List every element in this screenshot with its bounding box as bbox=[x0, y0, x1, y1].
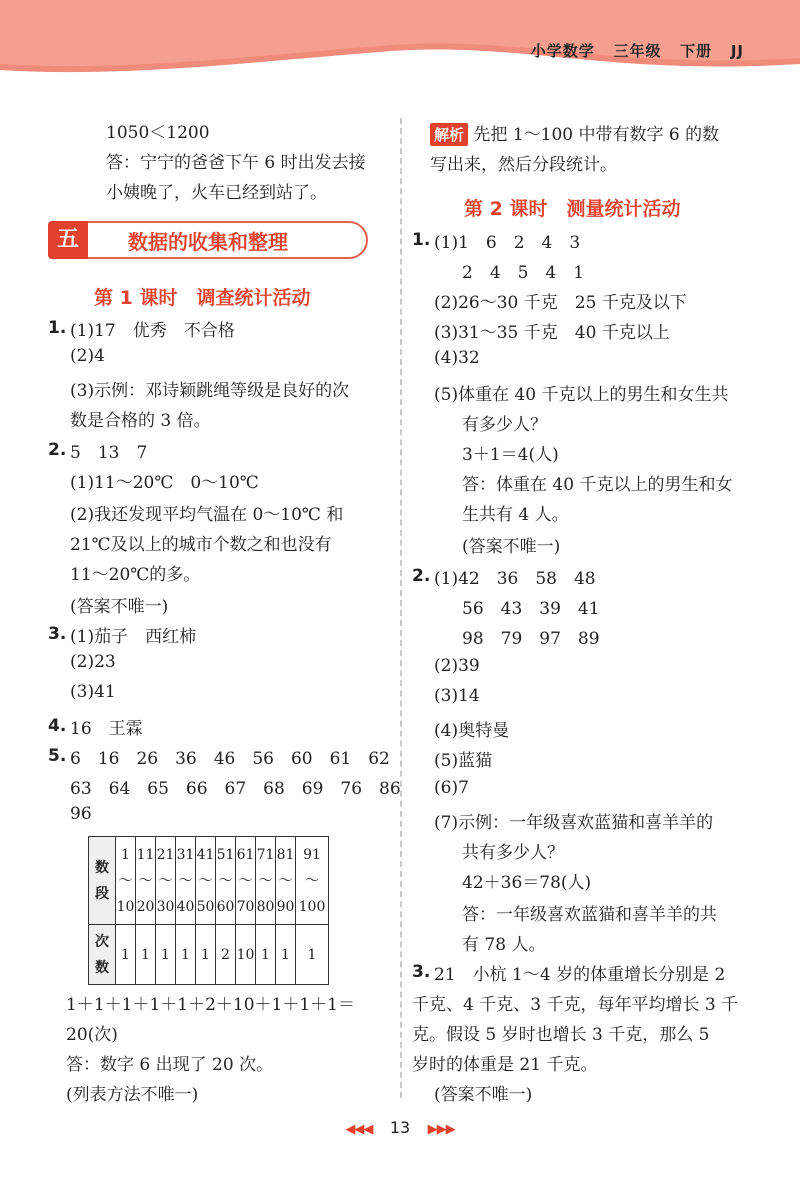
header-edition: JJ bbox=[730, 42, 744, 60]
q5-line-2: 63 64 65 66 67 68 69 76 86 bbox=[70, 779, 401, 799]
q2-line-6: (答案不唯一) bbox=[70, 597, 169, 617]
left-top-line-1: 1050＜1200 bbox=[106, 123, 210, 143]
lesson-1-title: 第 1 课时 调查统计活动 bbox=[94, 287, 311, 309]
table-cell: 11 ～ 20 bbox=[136, 837, 156, 925]
r-q3-line-4: 岁时的体重是 21 千克。 bbox=[412, 1055, 598, 1075]
q2-line-1: 5 13 7 bbox=[70, 443, 148, 463]
header-info bbox=[531, 40, 744, 61]
table-header-segment: 数 段 bbox=[89, 837, 116, 925]
q1-line-4: 数是合格的 3 倍。 bbox=[70, 411, 211, 431]
table-cell: 10 bbox=[236, 925, 256, 985]
table-cell: 21 ～ 30 bbox=[156, 837, 176, 925]
r-q1-line-8: 3＋1＝4(人) bbox=[462, 445, 559, 465]
r-q1-line-4: (3)31～35 千克 40 千克以上 bbox=[434, 323, 670, 343]
table-cell: 61 ～ 70 bbox=[236, 837, 256, 925]
left-arrows-icon: ◀◀◀ bbox=[345, 1122, 373, 1137]
r-q3-line-3: 克。假设 5 岁时也增长 3 千克，那么 5 bbox=[412, 1025, 710, 1045]
r-q2-line-1: (1)42 36 58 48 bbox=[434, 569, 596, 589]
table-row bbox=[89, 837, 329, 925]
r-q2-line-12: 答：一年级喜欢蓝猫和喜羊羊的共 bbox=[462, 905, 717, 925]
analysis-line-2: 写出来，然后分段统计。 bbox=[430, 155, 617, 175]
r-q1-line-9: 答：体重在 40 千克以上的男生和女 bbox=[462, 475, 733, 495]
r-q1-line-5: (4)32 bbox=[434, 348, 480, 368]
r-q2-line-13: 有 78 人。 bbox=[462, 935, 546, 955]
analysis-label: 解析 bbox=[430, 123, 468, 146]
analysis-line-1 bbox=[430, 120, 719, 146]
r-q3-line-2: 千克、4 千克、3 千克，每年平均增长 3 千 bbox=[412, 995, 739, 1015]
unit-number: 五 bbox=[48, 221, 88, 259]
r-q2-line-2: 56 43 39 41 bbox=[462, 599, 600, 619]
r-q1-line-6: (5)体重在 40 千克以上的男生和女生共 bbox=[434, 385, 729, 405]
r-q2-line-10: 共有多少人？ bbox=[462, 843, 564, 863]
r-q2-line-5: (3)14 bbox=[434, 686, 480, 706]
r-q3-line-1: 21 小杭 1～4 岁的体重增长分别是 2 bbox=[434, 965, 726, 985]
left-bottom-line-3: 答：数字 6 出现了 20 次。 bbox=[66, 1055, 274, 1075]
q3-line-1: (1)茄子 西红柿 bbox=[70, 627, 197, 647]
left-bottom-line-1: 1＋1＋1＋1＋1＋2＋10＋1＋1＋1＝ bbox=[66, 995, 355, 1015]
r-q2-line-7: (5)蓝猫 bbox=[434, 751, 493, 771]
r-q2-line-8: (6)7 bbox=[434, 778, 469, 798]
q3-line-2: (2)23 bbox=[70, 652, 116, 672]
r-q1-line-3: (2)26～30 千克 25 千克及以下 bbox=[434, 293, 687, 313]
table-cell: 1 bbox=[176, 925, 196, 985]
table-cell: 1 bbox=[196, 925, 216, 985]
q5-line-1: 6 16 26 36 46 56 60 61 62 bbox=[70, 749, 390, 769]
q1-number: 1. bbox=[48, 318, 67, 338]
left-top-line-3: 小姨晚了，火车已经到站了。 bbox=[106, 183, 327, 203]
q1-line-2: (2)4 bbox=[70, 346, 105, 366]
table-cell: 1 bbox=[116, 925, 136, 985]
q3-number: 3. bbox=[48, 624, 67, 644]
table-header-count: 次 数 bbox=[89, 925, 116, 985]
table-cell: 1 bbox=[136, 925, 156, 985]
right-arrows-icon: ▶▶▶ bbox=[427, 1122, 455, 1137]
table-cell: 1 bbox=[256, 925, 276, 985]
r-q2-line-4: (2)39 bbox=[434, 656, 480, 676]
q5-line-3: 96 bbox=[70, 804, 92, 824]
r-q3-number: 3. bbox=[412, 962, 431, 982]
table-cell: 51 ～ 60 bbox=[216, 837, 236, 925]
r-q1-line-10: 生共有 4 人。 bbox=[462, 505, 569, 525]
page-footer bbox=[0, 1118, 800, 1138]
table-cell: 2 bbox=[216, 925, 236, 985]
q4-number: 4. bbox=[48, 716, 67, 736]
r-q1-line-7: 有多少人？ bbox=[462, 415, 547, 435]
header-term: 下册 bbox=[680, 42, 713, 60]
r-q2-line-9: (7)示例：一年级喜欢蓝猫和喜羊羊的 bbox=[434, 813, 714, 833]
table-cell: 81 ～ 90 bbox=[276, 837, 296, 925]
r-q3-line-5: (答案不唯一) bbox=[434, 1085, 533, 1105]
page-number: 13 bbox=[389, 1118, 411, 1137]
header-grade: 三年级 bbox=[613, 42, 662, 60]
q2-number: 2. bbox=[48, 440, 67, 460]
table-row bbox=[89, 925, 329, 985]
q1-line-3: (3)示例：邓诗颖跳绳等级是良好的次 bbox=[70, 381, 350, 401]
q1-line-1: (1)17 优秀 不合格 bbox=[70, 321, 235, 341]
header-subject: 小学数学 bbox=[530, 42, 595, 60]
left-top-line-2: 答：宁宁的爸爸下午 6 时出发去接 bbox=[106, 153, 366, 173]
r-q1-line-1: (1)1 6 2 4 3 bbox=[434, 233, 581, 253]
analysis-text-1: 先把 1～100 中带有数字 6 的数 bbox=[473, 125, 720, 145]
table-cell: 31 ～ 40 bbox=[176, 837, 196, 925]
q5-number: 5. bbox=[48, 746, 67, 766]
r-q1-number: 1. bbox=[412, 230, 431, 250]
table-cell: 91 ～ 100 bbox=[296, 837, 329, 925]
table-cell: 1 ～ 10 bbox=[116, 837, 136, 925]
q2-line-3: (2)我还发现平均气温在 0～10℃ 和 bbox=[70, 505, 344, 525]
table-cell: 1 bbox=[156, 925, 176, 985]
column-divider bbox=[400, 118, 402, 1098]
lesson-2-title: 第 2 课时 测量统计活动 bbox=[464, 198, 681, 220]
unit-title: 数据的收集和整理 bbox=[128, 230, 288, 254]
r-q2-number: 2. bbox=[412, 566, 431, 586]
frequency-table bbox=[88, 836, 329, 985]
r-q2-line-11: 42＋36＝78(人) bbox=[462, 873, 592, 893]
table-cell: 1 bbox=[276, 925, 296, 985]
table-cell: 71 ～ 80 bbox=[256, 837, 276, 925]
r-q2-line-6: (4)奥特曼 bbox=[434, 721, 510, 741]
q4-line-1: 16 王霖 bbox=[70, 719, 143, 739]
q2-line-5: 11～20℃的多。 bbox=[70, 565, 201, 585]
table-cell: 41 ～ 50 bbox=[196, 837, 216, 925]
q2-line-4: 21℃及以上的城市个数之和也没有 bbox=[70, 535, 332, 555]
q2-line-2: (1)11～20℃ 0～10℃ bbox=[70, 473, 259, 493]
table-cell: 1 bbox=[296, 925, 329, 985]
left-bottom-line-2: 20(次) bbox=[66, 1025, 118, 1045]
q3-line-3: (3)41 bbox=[70, 682, 116, 702]
left-bottom-line-4: (列表方法不唯一) bbox=[66, 1085, 199, 1105]
r-q1-line-2: 2 4 5 4 1 bbox=[462, 263, 585, 283]
r-q2-line-3: 98 79 97 89 bbox=[462, 629, 600, 649]
r-q1-line-11: (答案不唯一) bbox=[462, 537, 561, 557]
